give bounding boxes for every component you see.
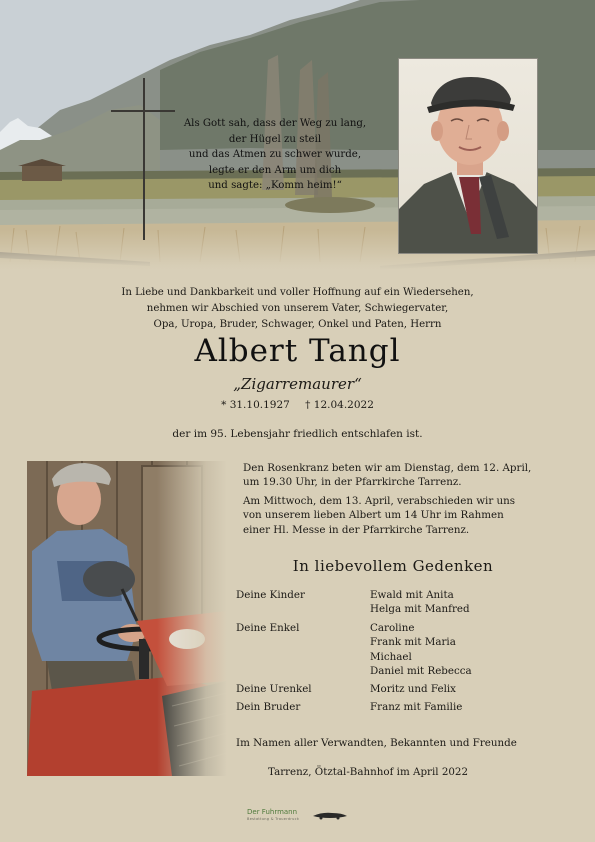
- memory-heading: In liebevollem Gedenken: [292, 557, 494, 575]
- intro-text: [60, 285, 535, 333]
- deceased-name: Albert Tangl: [194, 333, 401, 369]
- relatives-label: Deine Kinder: [236, 589, 305, 601]
- relative-name: Caroline: [370, 622, 415, 634]
- intro-line: nehmen wir Abschied von unserem Vater, Schwiegervater,: [146, 303, 449, 314]
- deceased-nickname: „Zigarremaurer“: [233, 375, 362, 393]
- intro-line: Opa, Uropa, Bruder, Schwager, Onkel und Paten, Herrn: [153, 319, 442, 330]
- portrait-illustration: [399, 59, 538, 254]
- photo-fade: [157, 461, 227, 776]
- passed-text: der im 95. Lebensjahr friedlich entschlafen ist.: [172, 428, 423, 440]
- death-date: † 12.04.2022: [305, 399, 374, 411]
- rosary-info: [243, 461, 563, 490]
- poem: [166, 116, 384, 194]
- relatives-label: Deine Urenkel: [236, 683, 312, 695]
- poem-line: legte er den Arm um dich: [208, 164, 342, 176]
- mower-photo: [27, 461, 227, 776]
- rosary-line: um 19.30 Uhr, in der Pfarrkirche Tarrenz.: [243, 476, 462, 489]
- relatives-label: Dein Bruder: [236, 701, 301, 713]
- cross-horizontal-bar: [111, 110, 175, 112]
- poem-line: Als Gott sah, dass der Weg zu lang,: [183, 118, 367, 129]
- funeral-line: von unserem lieben Albert um 14 Uhr im Rahmen: [243, 509, 504, 522]
- relatives-label: Deine Enkel: [236, 622, 300, 634]
- relative-name: Moritz und Felix: [370, 683, 456, 695]
- poem-line: und sagte: „Komm heim!“: [208, 180, 342, 192]
- birth-date: * 31.10.1927: [221, 399, 290, 411]
- relative-name: Frank mit Maria: [370, 636, 456, 649]
- portrait-photo: [398, 58, 538, 254]
- carriage-icon: [312, 810, 348, 820]
- logo-text: Der Fuhrmann: [247, 808, 298, 816]
- relative-name: Daniel mit Rebecca: [370, 665, 472, 678]
- funeral-home-logo: [247, 808, 357, 828]
- place-date: Tarrenz, Ötztal-Bahnhof im April 2022: [268, 766, 469, 778]
- relative-name: Michael: [370, 650, 412, 663]
- intro-line: In Liebe und Dankbarkeit und voller Hoffnung auf ein Wiedersehen,: [121, 287, 474, 298]
- relative-name: Ewald mit Anita: [370, 589, 454, 601]
- relative-name: Franz mit Familie: [370, 701, 463, 713]
- closing-text: Im Namen aller Verwandten, Bekannten und Freunde: [236, 737, 517, 749]
- life-dates: [0, 399, 595, 411]
- rosary-line: Den Rosenkranz beten wir am Dienstag, dem 12. April,: [243, 462, 532, 474]
- relative-name: Helga mit Manfred: [370, 603, 470, 616]
- poem-line: und das Atmen zu schwer wurde,: [188, 149, 362, 161]
- logo-subtext: Bestattung & Trauerdruck: [247, 817, 300, 821]
- funeral-line: Am Mittwoch, dem 13. April, verabschieden wir uns: [243, 495, 516, 507]
- funeral-info: [243, 494, 563, 537]
- funeral-line: einer Hl. Messe in der Pfarrkirche Tarrenz.: [243, 523, 470, 536]
- cross-vertical-bar: [143, 78, 145, 240]
- poem-line: der Hügel zu steil: [228, 133, 322, 145]
